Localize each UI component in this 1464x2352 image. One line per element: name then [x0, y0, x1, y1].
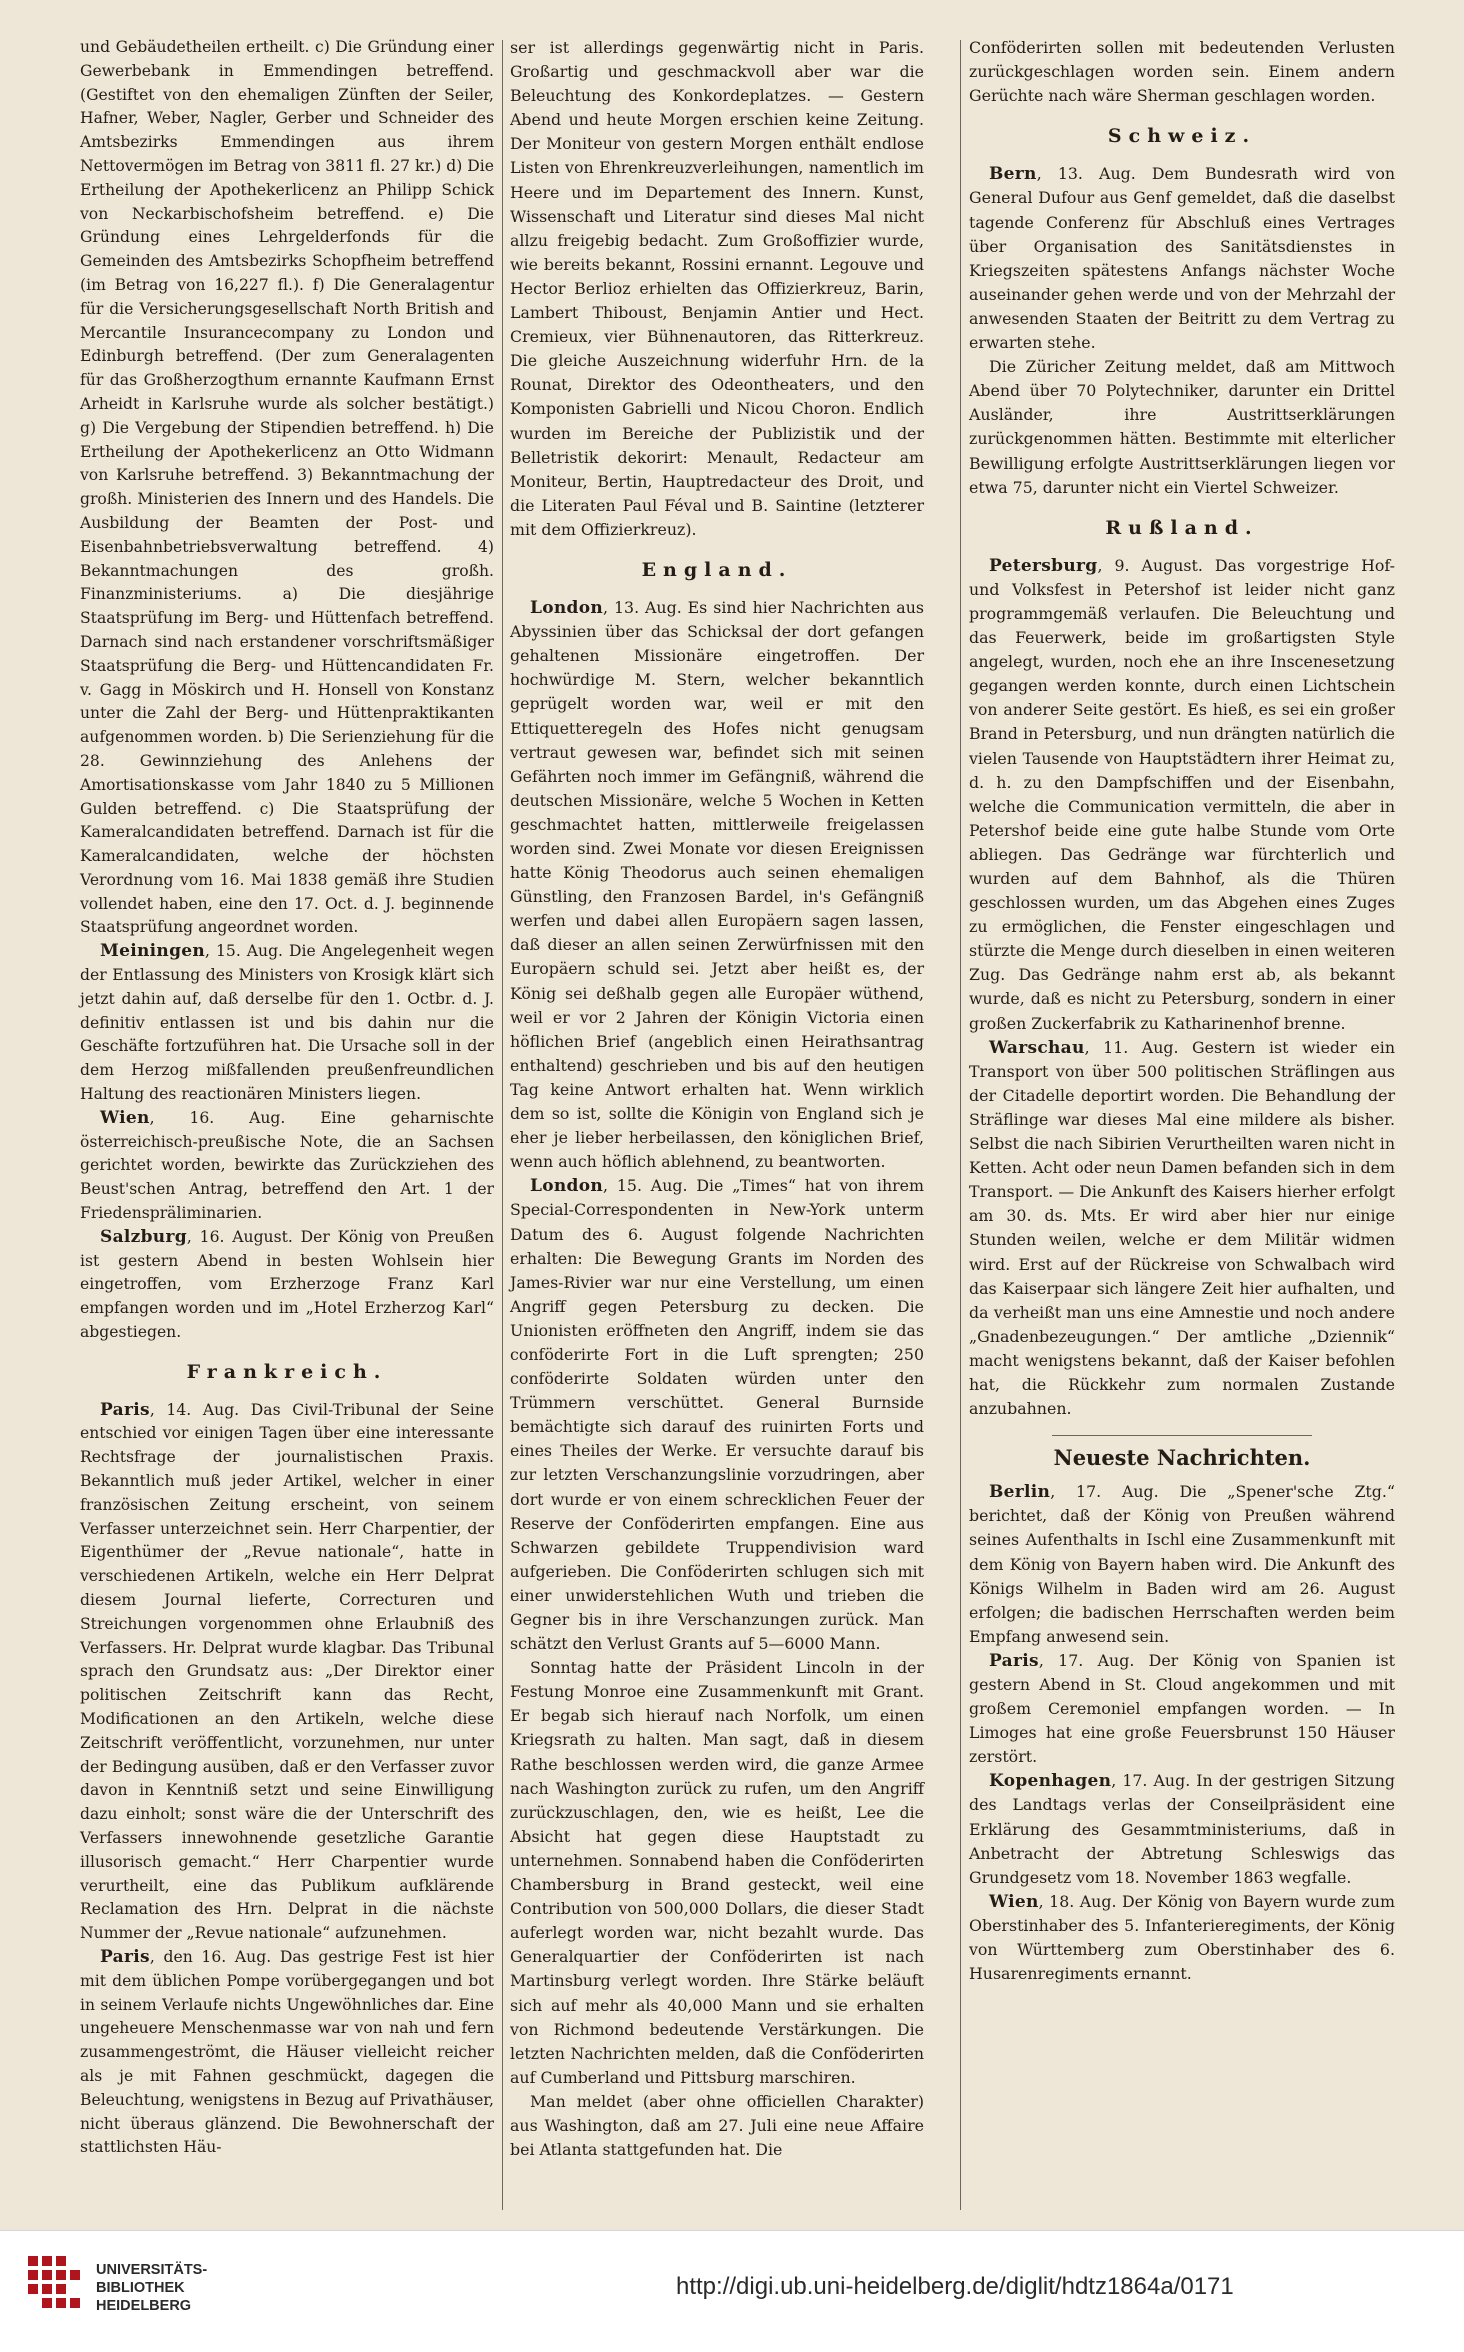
university-library-logo-icon[interactable] [26, 2254, 82, 2318]
article [80, 1946, 494, 2160]
section-heading: England. [641, 558, 793, 581]
article-text: , 18. Aug. Der König von Bayern wurde zum Oberstinhaber des 5. Infanterieregiments, der König von Württemberg zum Oberstinhaber des 6. Husarenregiments ernannt. [969, 1891, 1395, 1984]
article-text: und Gebäudetheilen ertheilt. c) Die Gründung einer Gewerbebank in Emmendingen betreffend. (Gestiftet von den ehemaligen Zünften der Seiler, Hafner, Weber, Nagler, Gerber und Schneider des Amtsbezirks Emmendingen aus ihrem Nettovermögen im Betrag von 3811 fl. 27 kr.) d) Die Ertheilung der Apothekerlicenz an Philipp Schick von Neckarbischofsheim betreffend. e) Die Gründung eines Lehrgelderfonds für die Gemeinden des Amtsbezirks Schopfheim betreffend (im Betrag von 16,227 fl.). f) Die Generalagentur für die Versicherungsgesellschaft North British and Mercantile Insurancecompany zu London und Edinburgh betreffend. (Der zum Generalagenten für das Großherzogthum ernannte Kaufmann Ernst Arheidt in Karlsruhe wurde als solcher bestätigt.) g) Die Vergebung der Stipendien betreffend. h) Die Ertheilung der Apothekerlicenz an Otto Widmann von Karlsruhe betreffend. 3) Bekanntmachung der großh. Ministerien des Innern und des Handels. Die Ausbildung der Beamten der Post- und Eisenbahnbetriebsverwaltung betreffend. 4) Bekanntmachungen des großh. Finanzministeriums. a) Die diesjährige Staatsprüfung im Berg- und Hüttenfach betreffend. Darnach sind nach erstandener vorschriftsmäßiger Staatsprüfung die Berg- und Hüttencandidaten Fr. v. Gagg in Möskirch und H. Honsell von Konstanz unter die Zahl der Berg- und Hüttenpraktikanten aufgenommen worden. b) Die Serienziehung für die 28. Gewinnziehung des Anlehens der Amortisationskasse vom Jahr 1840 zu 5 Millionen Gulden betreffend. c) Die Staatsprüfung der Kameralcandidaten betreffend. Darnach ist für die Kameralcandidaten, welche der höchsten Verordnung vom 16. Mai 1838 gemäß ihre Studien vollendet haben, eine den 17. Oct. d. J. beginnende Staatsprüfung angeordnet worden. [80, 38, 494, 937]
article [969, 1036, 1395, 1422]
dateline-place: Paris [100, 1946, 150, 1967]
dateline-place: Bern [989, 164, 1037, 185]
article [80, 1107, 494, 1226]
section-divider [1052, 1435, 1312, 1436]
article [969, 162, 1395, 355]
column-rule [960, 40, 961, 2210]
article [969, 1890, 1395, 1986]
library-name-line: BIBLIOTHEK [96, 2280, 185, 2296]
library-name-line: UNIVERSITÄTS- [96, 2262, 208, 2278]
dateline-place: London [530, 598, 604, 619]
dateline-place: Salzburg [100, 1226, 187, 1247]
article [510, 1174, 924, 1656]
dateline-place: Meiningen [100, 941, 206, 962]
article-text: Man meldet (aber ohne officiellen Charakter) aus Washington, daß am 27. Juli eine neue Affaire bei Atlanta stattgefunden hat. Die [510, 2091, 924, 2160]
dateline-place: Paris [989, 1650, 1039, 1671]
article-text: , 17. Aug. In der gestrigen Sitzung des Landtags verlas der Conseilpräsident eine Erklärung des Gesammtministeriums, daß in Anbetracht der Abtretung Schleswigs das Grundgesetz vom 18. November 1863 wegfalle. [969, 1771, 1395, 1887]
dateline-place: Berlin [989, 1482, 1051, 1503]
dateline-place: Paris [100, 1399, 150, 1420]
dateline-place: London [530, 1176, 604, 1197]
article-text: Die Züricher Zeitung meldet, daß am Mittwoch Abend über 70 Polytechniker, darunter ein Drittel Ausländer, ihre Austrittserklärungen zurückgenommen hätten. Bestimmte mit elterlicher Bewilligung erfolgte Austrittserklärungen liegen vor etwa 75, darunter nicht ein Viertel Schweizer. [969, 357, 1395, 497]
dateline-place: Kopenhagen [989, 1771, 1112, 1792]
dateline-place: Warschau [989, 1037, 1085, 1058]
article-text: , 15. Aug. Die „Times“ hat von ihrem Special-Correspondenten in New-York unterm Datum des 6. August folgende Nachrichten erhalten: Die Bewegung Grants im Norden des James-Rivier war nur eine Verstellung, um einen Angriff gegen Petersburg zu decken. Die Unionisten eröffneten den Angriff, indem sie das conföderirte Fort in die Luft sprengten; 250 conföderirte Soldaten würden unter den Trümmern verschüttet. General Burnside bemächtigte sich darauf des ruinirten Forts und eines Theiles der Werke. Er versuchte darauf bis zur letzten Verschanzungslinie vorzudringen, aber dort wurde er von einem schrecklichen Feuer der Reserve der Conföderirten empfangen. Eine aus Schwarzen gebildete Truppendivision ward aufgerieben. Die Conföderirten schlugen sich mit einer unwiderstehlichen Wuth und trieben die Gegner bis in ihre Verschanzungen zurück. Man schätzt den Verlust Grants auf 5—6000 Mann. [510, 1176, 924, 1654]
article-text: , 16. August. Der König von Preußen ist gestern Abend in besten Wohlsein hier eingetroffen, vom Erzherzoge Franz Karl empfangen worden und im „Hotel Erzherzog Karl“ abgestiegen. [80, 1227, 494, 1342]
article-text: , 14. Aug. Das Civil-Tribunal der Seine entschied vor einigen Tagen über eine interessante Rechtsfrage der journalistischen Praxis. Bekanntlich muß jeder Artikel, welcher in einer französischen Zeitung erscheint, von seinem Verfasser unterzeichnet sein. Herr Charpentier, der Eigenthümer der „Revue nationale“, hatte in verschiedenen Artikeln, welche ein Herr Delprat diesem Journal lieferte, Correcturen und Streichungen vorgenommen ohne Erlaubniß des Verfassers. Hr. Delprat wurde klagbar. Das Tribunal sprach den Grundsatz aus: „Der Direktor einer politischen Zeitschrift kann das Recht, Modificationen an den Artikeln, welche diese Zeitschrift veröffentlicht, vorzunehmen, nur unter der Bedingung ausüben, daß er den Verfasser zuvor davon in Kenntniß setzt und seine Einwilligung dazu einholt; sonst wäre die der Unterschrift des Verfassers innewohnende gesetzliche Garantie illusorisch gemacht.“ Herr Charpentier wurde verurtheilt, eine das Publikum aufklärende Reclamation des Hrn. Delprat in die nächste Nummer der „Revue nationale“ aufzunehmen. [80, 1400, 494, 1943]
dateline-place: Wien [100, 1107, 150, 1128]
section-heading: Neueste Nachrichten. [1053, 1445, 1311, 1471]
article-text: , 13. Aug. Es sind hier Nachrichten aus Abyssinien über das Schicksal der dort gefangen gehaltenen Missionäre eingetroffen. Der hochwürdige M. Stern, welcher bekanntlich geprügelt worden war, weil er mit den Ettiquetteregeln des Hofes nicht genugsam vertraut gewesen war, befindet sich mit seinen Gefährten noch immer im Gefängniß, während die deutschen Missionäre, welche 5 Wochen in Ketten geschmachtet hatten, mittlerweile freigelassen worden sind. Zwei Monate vor diesen Ereignissen hatte König Theodorus auch seinen ehemaligen Günstling, den Franzosen Bardel, in's Gefängniß werfen und dabei allen Europäern sagen lassen, daß dieser an allen seinen Zerwürfnissen mit den Europäern schuld sei. Jetzt aber heißt es, der König sei deßhalb gegen alle Europäer wüthend, weil er vor 2 Jahren der Königin Victoria einen höflichen Brief (angeblich einen Heirathsantrag enthaltend) geschrieben und bis auf den heutigen Tag keine Antwort erhalten hat. Wenn wirklich dem so ist, sollte die Königin von England sich je eher je lieber herbeilassen, den königlichen Brief, wenn auch höflich ablehnend, zu beantworten. [510, 598, 924, 1172]
article-text: , den 16. Aug. Das gestrige Fest ist hier mit dem üblichen Pompe vorübergegangen und bot in seinem Verlaufe nichts Ungewöhnliches dar. Eine ungeheuere Menschenmasse war von nah und fern zusammengeströmt, die Häuser vielleicht reicher als je mit Fahnen geschmückt, dagegen die Beleuchtung, wenigstens in Bezug auf Privathäuser, nicht überaus glänzend. Die Bewohnerschaft der stattlichsten Häu- [80, 1947, 494, 2157]
library-name[interactable] [96, 2261, 207, 2315]
article [969, 1480, 1395, 1649]
column-middle [510, 36, 924, 2162]
section-heading: Rußland. [1105, 516, 1259, 539]
footer-bar [0, 2230, 1464, 2352]
dateline-place: Petersburg [989, 555, 1098, 576]
article [969, 1649, 1395, 1769]
article-text: , 17. Aug. Die „Spener'sche Ztg.“ berichtet, daß der König von Preußen während seines Aufenthalts in Ischl eine Zusammenkunft mit dem König von Bayern haben wird. Die Ankunft des Königs Wilhelm in Baden wird am 26. August erfolgen; die badischen Herrschaften werden beim Empfang anwesend sein. [969, 1482, 1395, 1646]
dateline-place: Wien [989, 1891, 1039, 1912]
column-left [80, 36, 494, 2160]
article-text: , 9. August. Das vorgestrige Hof- und Volksfest in Petershof ist leider nicht ganz programmgemäß verlaufen. Die Beleuchtung und das Feuerwerk, beide im großartigsten Style angelegt, wurden, noch ehe an ihre Inscenesetzung gegangen werden konnte, durch einen Lichtschein von anderer Seite gestört. Es hieß, es sei ein großer Brand in Petersburg, und nun drängten natürlich die vielen Tausende von Hauptstädtern ihrer Heimat zu, d. h. zu den Dampfschiffen und der Eisenbahn, welche die Communication vermitteln, die aber in Petershof beide eine gute halbe Stunde vom Orte abliegen. Das Gedränge war fürchterlich und wurden auf dem Bahnhof, als die Thüren geschlossen wurden, um das Abgehen eines Zuges zu ermöglichen, die Fenster eingeschlagen und stürzte die Menge durch dieselben in einen weiteren Zug. Das Gedränge nahm erst ab, als bekannt wurde, daß es nicht zu Petersburg, sondern in einer großen Zuckerfabrik zu Katharinenhof brenne. [969, 555, 1395, 1033]
permalink-url[interactable]: http://digi.ub.uni-heidelberg.de/diglit/hdtz1864a/0171 [676, 2273, 1234, 2300]
article-text: , 17. Aug. Der König von Spanien ist gestern Abend in St. Cloud angekommen und mit großem Ceremoniel empfangen worden. — In Limoges hat eine große Feuersbrunst 150 Häuser zerstört. [969, 1650, 1395, 1767]
article-text: , 16. Aug. Eine geharnischte österreichisch-preußische Note, die an Sachsen gerichtet worden, bewirkte das Zurückziehen des Beust'schen Antrag, betreffend den Art. 1 der Friedenspräliminarien. [80, 1108, 494, 1223]
library-name-line: HEIDELBERG [96, 2298, 192, 2314]
column-rule [502, 40, 503, 2210]
article-text: Sonntag hatte der Präsident Lincoln in der Festung Monroe eine Zusammenkunft mit Grant. Er begab sich hierauf nach Norfolk, um einen Kriegsrath zu halten. Man sagt, daß in diesem Rathe beschlossen werden wird, die ganze Armee nach Washington zurück zu rufen, um den Angriff zurückzuschlagen, den, wie es heißt, Lee die Absicht hat gegen diese Hauptstadt zu unternehmen. Sonnabend haben die Conföderirten Chambersburg in Brand gesteckt, weil eine Contribution von 500,000 Dollars, die dieser Stadt auferlegt worden war, nicht bezahlt wurde. Das Generalquartier der Conföderirten ist nach Martinsburg verlegt worden. Ihre Stärke beläuft sich auf mehr als 40,000 Mann und sie erhalten von Richmond bedeutende Verstärkungen. Die letzten Nachrichten melden, daß die Conföderirten auf Cumberland und Pittsburg marschiren. [510, 1658, 924, 2087]
article [969, 1769, 1395, 1889]
article-text: Conföderirten sollen mit bedeutenden Verlusten zurückgeschlagen worden sein. Einem andern Gerüchte nach wäre Sherman geschlagen worden. [969, 38, 1395, 106]
article-text: , 15. Aug. Die Angelegenheit wegen der Entlassung des Ministers von Krosigk klärt sich jetzt dahin auf, daß derselbe für den 1. Octbr. d. J. definitiv entlassen ist und bis dahin nur die Geschäfte fortzuführen hat. Die Ursache soll in der dem Herzog mißfallenden preußenfreundlichen Haltung des reactionären Ministers liegen. [80, 942, 494, 1104]
article-text: , 11. Aug. Gestern ist wieder ein Transport von über 500 politischen Sträflingen aus der Citadelle deportirt worden. Die Behandlung der Sträflinge war dieses Mal eine mildere als bisher. Selbst die nach Sibirien Verurtheilten waren nicht in Ketten. Acht oder neun Damen befanden sich in dem Transport. — Die Ankunft des Kaisers hierher erfolgt am 30. ds. Mts. Er wird aber hier nur einige Stunden weilen, welche er dem Militär widmen wird. Erst auf der Rückreise von Schwalbach wird das Kaiserpaar sich längere Zeit hier aufhalten, und da verheißt man uns eine Amnestie und noch andere „Gnadenbezeugungen.“ Der amtliche „Dziennik“ macht wenigstens bekannt, daß der Kaiser befohlen hat, die Rückkehr zum normalen Zustande anzubahnen. [969, 1037, 1395, 1419]
article [80, 940, 494, 1107]
article-text: ser ist allerdings gegenwärtig nicht in Paris. Großartig und geschmackvoll aber war die Beleuchtung des Konkordeplatzes. — Gestern Abend und heute Morgen erschien keine Zeitung. Der Moniteur von gestern Morgen enthält endlose Listen von Ehrenkreuzverleihungen, namentlich im Heere und im Departement des Innern. Kunst, Wissenschaft und Literatur sind dieses Mal nicht allzu freigebig bedacht. Zum Großoffizier wurde, wie bereits bekannt, Rossini ernannt. Legouve und Hector Berlioz erhielten das Offizierkreuz, Barin, Lambert Thiboust, Benjamin Antier und Hect. Cremieux, vier Bühnenautoren, das Ritterkreuz. Die gleiche Auszeichnung widerfuhr Hrn. de la Rounat, Direktor des Odeontheaters, und den Komponisten Gabrielli und Nicou Choron. Endlich wurden im Bereiche der Publizistik und der Belletristik dekorirt: Menault, Redacteur am Moniteur, Bertin, Hauptredacteur des Droit, und die Literaten Paul Féval und B. Saintine (letzterer mit dem Offizierkreuz). [510, 38, 924, 539]
article [80, 1226, 494, 1345]
article [80, 1399, 494, 1946]
section-heading: Schweiz. [1107, 125, 1257, 148]
article [969, 554, 1395, 1036]
column-right [969, 36, 1395, 1986]
section-heading: Frankreich. [186, 1360, 388, 1383]
article [510, 596, 924, 1174]
article-text: , 13. Aug. Dem Bundesrath wird von General Dufour aus Genf gemeldet, daß die daselbst tagende Conferenz für Abschluß eines Vertrages über Organisation des Sanitätsdienstes in Kriegszeiten spätestens Anfangs nächster Woche auseinander gehen werde und von der Mehrzahl der anwesenden Staaten der Beitritt zu dem Vertrag zu erwarten stehe. [969, 164, 1395, 353]
